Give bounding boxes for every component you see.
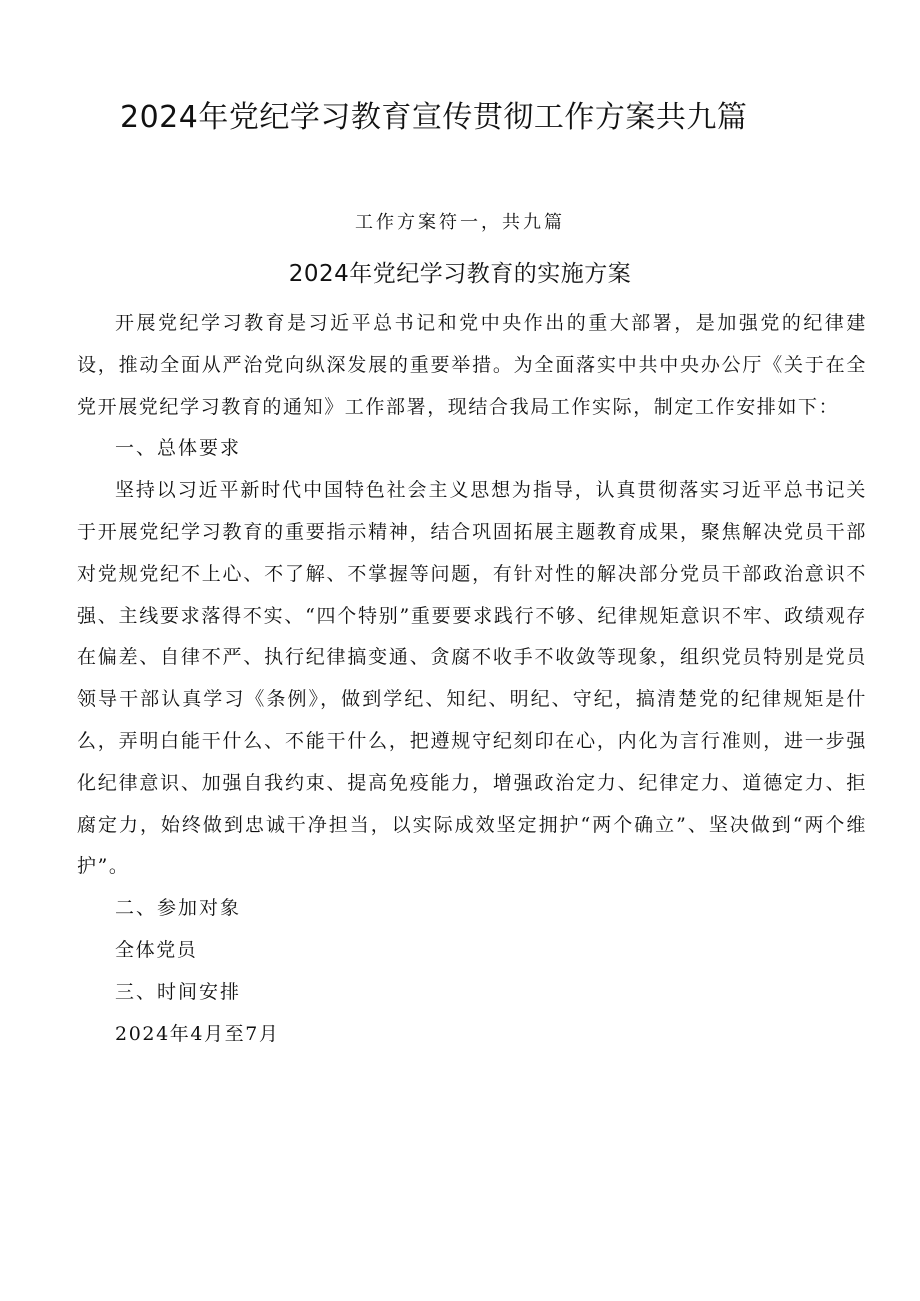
document-body [77, 303, 867, 1055]
section-content-general-requirements: 坚持以习近平新时代中国特色社会主义思想为指导，认真贯彻落实习近平总书记关于开展党纪学习教育的重要指示精神，结合巩固拓展主题教育成果，聚焦解决党员干部对党规党纪不上心、不了解、不掌握等问题，有针对性的解决部分党员干部政治意识不强、主线要求落得不实、“四个特别”重要要求践行不够、纪律规矩意识不牢、政绩观存在偏差、自律不严、执行纪律搞变通、贪腐不收手不收敛等现象，组织党员特别是党员领导干部认真学习《条例》，做到学纪、知纪、明纪、守纪，搞清楚党的纪律规矩是什么，弄明白能干什么、不能干什么，把遵规守纪刻印在心，内化为言行准则，进一步强化纪律意识、加强自我约束、提高免疫能力，增强政治定力、纪律定力、道德定力、拒腐定力，始终做到忠诚干净担当，以实际成效坚定拥护“两个确立”、坚决做到“两个维护”。 [77, 479, 867, 878]
intro-paragraph: 开展党纪学习教育是习近平总书记和党中央作出的重大部署，是加强党的纪律建设，推动全面从严治党向纵深发展的重要举措。为全面落实中共中央办公厅《关于在全党开展党纪学习教育的通知》工作部署，现结合我局工作实际，制定工作安排如下： [77, 312, 867, 418]
part-label: 工作方案符一，共九篇 [355, 212, 565, 233]
section-heading-schedule: 三、时间安排 [115, 980, 242, 1003]
section-heading-general-requirements: 一、总体要求 [115, 437, 242, 460]
section-heading-participants: 二、参加对象 [115, 897, 242, 920]
section-content-schedule: 2024年4月至7月 [115, 1022, 280, 1045]
document-title: 2024年党纪学习教育宣传贯彻工作方案共九篇 [120, 100, 748, 135]
plan-subtitle: 2024年党纪学习教育的实施方案 [288, 261, 632, 287]
section-content-participants: 全体党员 [115, 938, 198, 961]
